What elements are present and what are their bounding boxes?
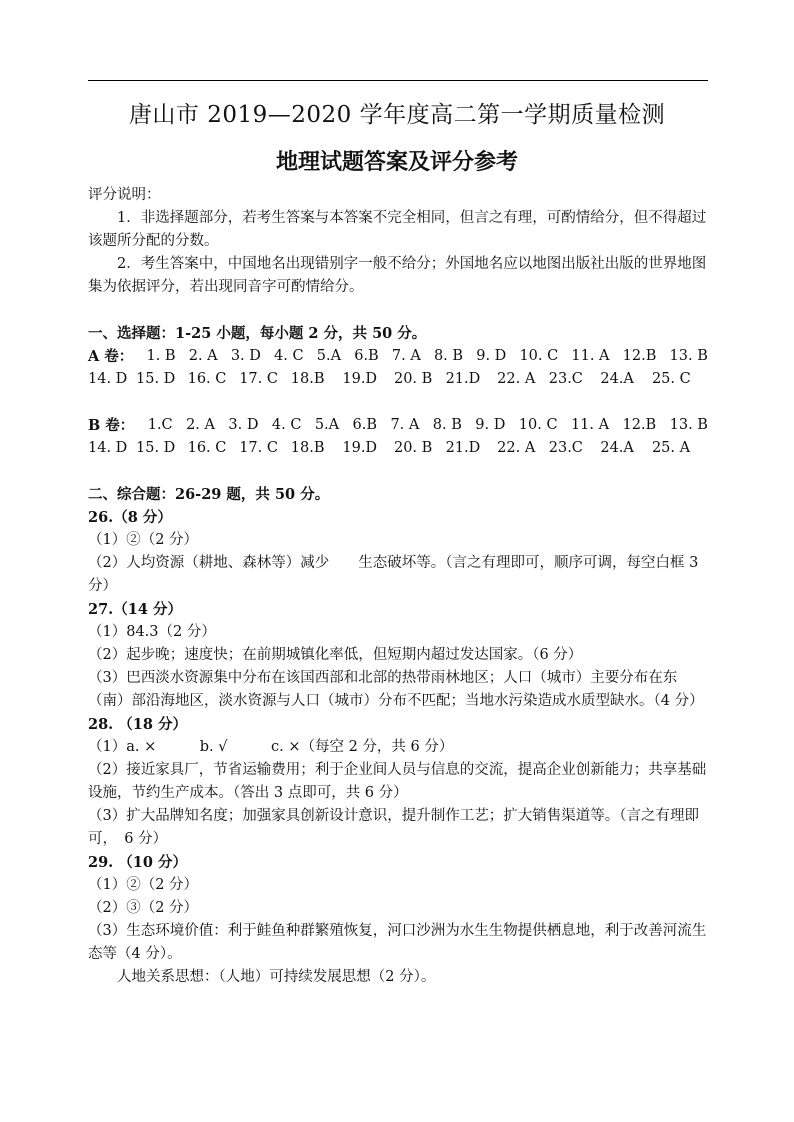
answer-row-a1 [88,345,708,368]
q27-heading: 27.（14 分） [88,601,182,618]
answer-item: 15. D [136,440,176,456]
answer-item: 17. C [239,440,278,456]
answer-item: 18.B [290,371,325,387]
answer-item: 5.A [316,348,342,364]
answer-item: 3. D [230,348,261,364]
q28-answer-2: （2）接近家具厂，节省运输费用；利于企业间人员与信息的交流，提高企业创新能力；共享基础设施，节约生产成本。（答出 3 点即可，共 6 分） [88,762,707,801]
answer-item: 19.D [342,371,378,387]
q29-answer-2: （2）③（2 分） [88,900,199,916]
answer-item: 16. C [187,371,227,387]
q28-answer-3: （3）扩大品牌知名度；加强家具创新设计意识，提升制作工艺；扩大销售渠道等。（言之有理即可， 6 分） [88,808,699,847]
answer-item: 15. D [136,371,176,387]
answer-item: 12.B [622,348,657,364]
answer-item: 13. B [669,417,708,433]
answer-item: 5.A [314,417,340,433]
note-item: 1．非选择题部分，若考生答案与本答案不完全相同，但言之有理，可酌情给分，但不得超过该题所分配的分数。 [88,210,707,249]
q28-answer-1: （1）a. × b. √ c. ×（每空 2 分，共 6 分） [88,739,454,755]
answer-item: 4. C [274,348,304,364]
answer-item: 9. D [475,417,506,433]
note-item: 2．考生答案中，中国地名出现错别字一般不给分；外国地名应以地图出版社出版的世界地图集为依据评分，若出现同音字可酌情给分。 [88,256,707,295]
answer-item: 20. B [393,371,433,387]
answer-item: 8. B [433,348,464,364]
answer-item: 20. B [393,440,433,456]
answer-item: 10. C [518,417,558,433]
answer-item: 1. B [146,348,176,364]
q26-answer-2: （2）人均资源（耕地、森林等）减少 生态破坏等。（言之有理即可，顺序可调，每空白框 3 分） [88,555,699,594]
answer-item: 16. C [187,440,227,456]
answer-item: 18.B [290,440,325,456]
answer-item: 8. B [432,417,462,433]
q27-answer-2: （2）起步晚；速度快；在前期城镇化率低，但短期内超过发达国家。（6 分） [88,647,583,663]
answer-item: 21.D [445,371,481,387]
answer-item: 11. A [570,417,610,433]
answer-item: 22. A [497,371,536,387]
answer-item: 24.A [600,440,634,456]
answer-item: 11. A [571,348,610,364]
top-rule [88,80,708,81]
q29-answer-3: （3）生态环境价值：利于鲑鱼种群繁殖恢复，河口沙洲为水生生物提供栖息地，利于改善河流生态等（4 分）。 [88,923,707,962]
answer-item: 1.C [147,417,173,433]
answer-item: 10. C [519,348,559,364]
q28-heading: 28. （18 分） [88,716,188,733]
document-title: 唐山市 2019—2020 学年度高二第一学期质量检测 [128,102,666,128]
q29-answer-4: 人地关系思想：（人地）可持续发展思想（2 分）。 [117,969,436,985]
paper-a-label: A 卷： [88,348,134,365]
answer-item: 21.D [445,440,481,456]
notes-heading: 评分说明： [88,187,161,203]
answer-item: 23.C [548,440,583,456]
answer-item: 13. B [669,348,708,364]
document-body [88,184,708,989]
answer-item: 25. C [651,371,691,387]
q29-answer-1: （1）②（2 分） [88,877,199,893]
answer-item: 24.A [600,371,634,387]
answer-item: 2. A [186,417,215,433]
q27-answer-1: （1）84.3（2 分） [88,624,216,640]
answer-item: 14. D [88,440,128,456]
answer-item: 19.D [342,440,378,456]
answer-item: 6.B [352,417,378,433]
answer-row-b2 [88,437,708,460]
answer-item: 6.B [354,348,379,364]
answer-item: 25. A [651,440,691,456]
q26-answer-1: （1）②（2 分） [88,532,199,548]
answer-item: 7. A [390,417,420,433]
answer-item: 17. C [239,371,278,387]
answer-row-a2 [88,368,708,391]
answer-item: 22. A [497,440,536,456]
q27-answer-3: （3）巴西淡水资源集中分布在该国西部和北部的热带雨林地区；人口（城市）主要分布在东（南）部沿海地区，淡水资源与人口（城市）分布不匹配；当地水污染造成水质型缺水。（4 分） [88,670,704,709]
answer-item: 14. D [88,371,128,387]
paper-b-label: B 卷： [88,417,135,434]
q29-heading: 29. （10 分） [88,854,188,871]
answer-item: 2. A [188,348,218,364]
answer-item: 9. D [476,348,507,364]
q26-heading: 26.（8 分） [88,509,172,526]
section1-heading: 一、选择题：1-25 小题，每小题 2 分，共 50 分。 [88,325,427,342]
answer-item: 7. A [391,348,421,364]
answer-item: 23.C [548,371,583,387]
answer-item: 12.B [622,417,657,433]
answer-item: 3. D [228,417,259,433]
answer-item: 4. C [271,417,302,433]
section2-heading: 二、综合题：26-29 题，共 50 分。 [88,486,330,503]
answer-row-b1 [88,414,708,437]
document-subtitle: 地理试题答案及评分参考 [275,150,518,175]
